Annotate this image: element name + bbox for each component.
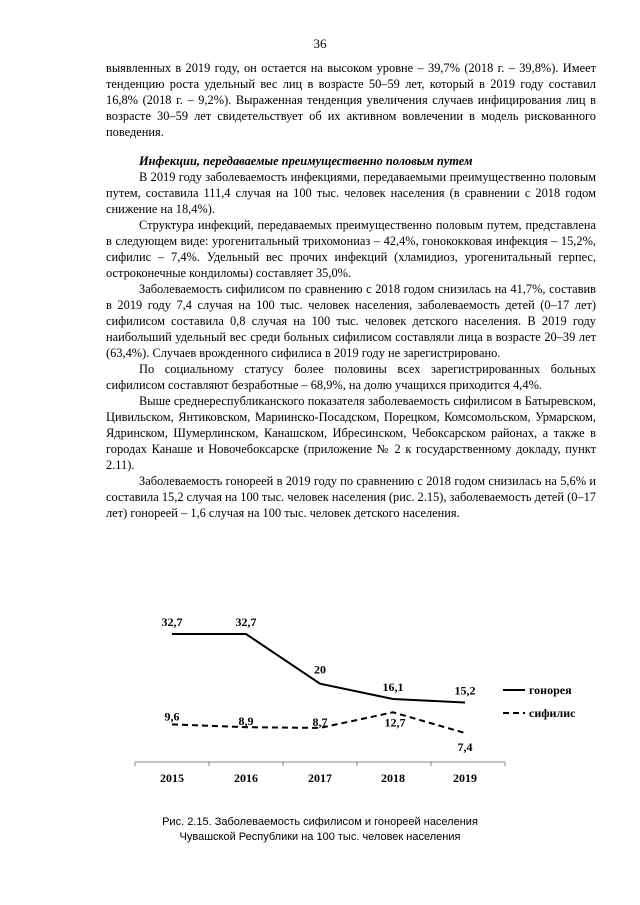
caption-line: Чувашской Республики на 100 тыс. человек населения	[179, 831, 461, 843]
data-label: 8,9	[238, 714, 254, 729]
x-tick-label: 2016	[234, 771, 258, 785]
paragraph: Заболеваемость сифилисом по сравнению с 2018 годом снизилась на 41,7%, составив в 2019 году 7,4 случая на 100 тыс. человек населения, заболеваемость детей (0–17 лет) сифилисом составила 0,8 случая на 100 тыс. человек детского населения. В 2019 году наибольший удельный вес среди больных сифилисом составляли лица в возрасте 20–39 лет (63,4%). Случаев врожденного сифилиса в 2019 году не зарегистрировано.	[106, 282, 596, 360]
chart-svg	[120, 600, 600, 800]
data-label: 32,7	[161, 615, 183, 630]
paragraph: выявленных в 2019 году, он остается на высоком уровне – 39,7% (2018 г. – 39,8%). Имеет тенденцию роста удельный вес лиц в возрасте 50–59 лет, который в 2019 году составил 16,8% (2018 г. – 9,2%). Выраженная тенденция увеличения случаев инфицирования лиц в возрасте 30–59 лет свидетельствует об их активном вовлечении в модель рискованного поведения.	[106, 61, 596, 139]
x-tick-label: 2019	[453, 771, 477, 785]
data-label: 32,7	[235, 615, 257, 630]
x-tick-label: 2017	[308, 771, 332, 785]
data-label: 7,4	[457, 740, 473, 755]
page-number: 36	[313, 36, 327, 51]
paragraph: По социальному статусу более половины всех зарегистрированных больных сифилисом составляют безработные – 68,9%, на долю учащихся приходится 4,4%.	[106, 362, 596, 392]
data-label: 9,6	[164, 709, 180, 724]
data-label: 15,2	[454, 683, 476, 698]
paragraph: В 2019 году заболеваемость инфекциями, передаваемыми преимущественно половым путем, составила 111,4 случая на 100 тыс. человек населения (в сравнении с 2018 годом снижение на 18,4%).	[106, 170, 596, 216]
section-heading: Инфекции, передаваемые преимущественно половым путем	[139, 154, 473, 168]
body-text	[106, 60, 596, 521]
data-label: 12,7	[384, 715, 406, 730]
data-label: 20	[314, 662, 326, 677]
paragraph: Заболеваемость гонореей в 2019 году по сравнению с 2018 годом снизилась на 5,6% и составила 15,2 случая на 100 тыс. человек населения (рис. 2.15), заболеваемость детей (0–17 лет) гонореей – 1,6 случая на 100 тыс. человек детского населения.	[106, 474, 597, 520]
paragraph: Структура инфекций, передаваемых преимущественно половым путем, представлена в следующем виде: урогенитальный трихомониаз – 42,4%, гонококковая инфекция – 15,2%, сифилис – 7,4%. Удельный вес прочих инфекций (хламидиоз, урогенитальный герпес, остроконечные кондиломы) составляет 35,0%.	[106, 218, 596, 280]
legend-label: гонорея	[529, 683, 572, 697]
x-tick-label: 2018	[381, 771, 405, 785]
legend-label: сифилис	[529, 706, 576, 720]
incidence-chart	[120, 600, 600, 800]
paragraph: Выше среднереспубликанского показателя заболеваемость сифилисом в Батыревском, Цивильском, Янтиковском, Мариинско-Посадском, Порецком, Комсомольском, Урмарском, Ядринском, Шумерлинском, Канашском, Ибресинском, Чебоксарском районах, а также в городах Канаше и Новочебоксарске (приложение № 2 к государственному докладу, пункт 2.11).	[106, 394, 596, 472]
x-tick-label: 2015	[160, 771, 184, 785]
data-label: 16,1	[382, 679, 404, 694]
data-label: 8,7	[312, 714, 328, 729]
caption-line: Рис. 2.15. Заболеваемость сифилисом и гонореей населения	[162, 816, 478, 828]
figure-caption	[0, 815, 640, 845]
